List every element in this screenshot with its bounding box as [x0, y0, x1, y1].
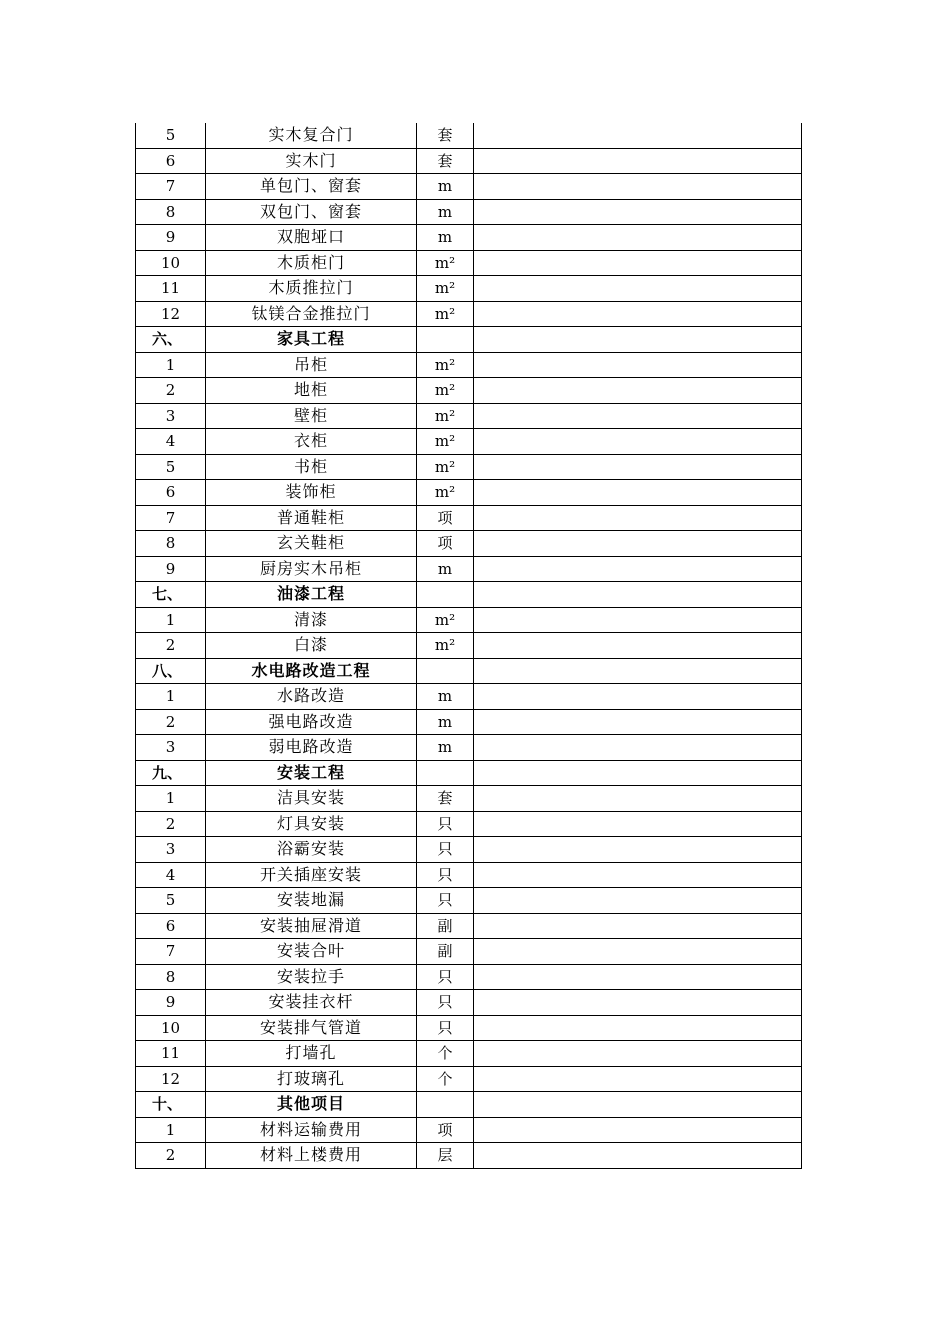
item-number-cell: 3 [136, 837, 206, 863]
item-remark-cell [474, 760, 802, 786]
section-row [136, 760, 802, 786]
item-remark-cell [474, 531, 802, 557]
item-unit-cell: m [417, 735, 474, 761]
item-number-cell: 1 [136, 352, 206, 378]
item-unit-cell: 项 [417, 505, 474, 531]
item-unit-cell [417, 1092, 474, 1118]
table-row [136, 990, 802, 1016]
table-row [136, 913, 802, 939]
item-number-cell: 6 [136, 480, 206, 506]
item-unit-cell: m [417, 556, 474, 582]
item-remark-cell [474, 199, 802, 225]
item-name-cell: 其他项目 [206, 1092, 417, 1118]
item-number-cell: 5 [136, 454, 206, 480]
item-name-cell: 衣柜 [206, 429, 417, 455]
item-remark-cell [474, 505, 802, 531]
item-name-cell: 木质推拉门 [206, 276, 417, 302]
item-remark-cell [474, 607, 802, 633]
table-row [136, 301, 802, 327]
table-row [136, 403, 802, 429]
item-unit-cell: 层 [417, 1143, 474, 1169]
item-unit-cell: m² [417, 480, 474, 506]
item-name-cell: 材料运输费用 [206, 1117, 417, 1143]
item-name-cell: 壁柜 [206, 403, 417, 429]
item-number-cell: 8 [136, 199, 206, 225]
item-name-cell: 书柜 [206, 454, 417, 480]
table-row [136, 633, 802, 659]
item-number-cell: 2 [136, 811, 206, 837]
item-unit-cell: m² [417, 454, 474, 480]
item-number-cell: 9 [136, 990, 206, 1016]
item-name-cell: 水电路改造工程 [206, 658, 417, 684]
item-remark-cell [474, 352, 802, 378]
item-name-cell: 单包门、窗套 [206, 174, 417, 200]
item-unit-cell: 只 [417, 837, 474, 863]
item-name-cell: 浴霸安装 [206, 837, 417, 863]
table-row [136, 225, 802, 251]
item-number-cell: 4 [136, 862, 206, 888]
item-number-cell: 5 [136, 888, 206, 914]
item-number-cell: 6 [136, 148, 206, 174]
section-row [136, 327, 802, 353]
item-name-cell: 家具工程 [206, 327, 417, 353]
item-unit-cell [417, 760, 474, 786]
item-unit-cell: m² [417, 403, 474, 429]
section-row [136, 658, 802, 684]
item-remark-cell [474, 633, 802, 659]
item-remark-cell [474, 250, 802, 276]
item-name-cell: 材料上楼费用 [206, 1143, 417, 1169]
item-unit-cell: m [417, 199, 474, 225]
item-name-cell: 洁具安装 [206, 786, 417, 812]
table-row [136, 250, 802, 276]
table-row [136, 786, 802, 812]
item-remark-cell [474, 1117, 802, 1143]
item-remark-cell [474, 454, 802, 480]
table-row [136, 1041, 802, 1067]
table-row [136, 1066, 802, 1092]
table-row [136, 352, 802, 378]
item-unit-cell: m [417, 174, 474, 200]
item-name-cell: 水路改造 [206, 684, 417, 710]
item-number-cell: 11 [136, 1041, 206, 1067]
item-remark-cell [474, 913, 802, 939]
section-row [136, 1092, 802, 1118]
item-remark-cell [474, 378, 802, 404]
item-number-cell: 3 [136, 403, 206, 429]
item-remark-cell [474, 148, 802, 174]
item-number-cell: 九、 [136, 760, 206, 786]
item-number-cell: 2 [136, 1143, 206, 1169]
item-name-cell: 打墙孔 [206, 1041, 417, 1067]
item-number-cell: 2 [136, 709, 206, 735]
table-row [136, 862, 802, 888]
item-remark-cell [474, 939, 802, 965]
item-unit-cell: 副 [417, 939, 474, 965]
item-name-cell: 白漆 [206, 633, 417, 659]
item-name-cell: 打玻璃孔 [206, 1066, 417, 1092]
item-unit-cell: 只 [417, 964, 474, 990]
table-row [136, 1117, 802, 1143]
table-row [136, 684, 802, 710]
item-number-cell: 3 [136, 735, 206, 761]
item-remark-cell [474, 837, 802, 863]
item-unit-cell: 个 [417, 1041, 474, 1067]
item-name-cell: 安装拉手 [206, 964, 417, 990]
table-row [136, 607, 802, 633]
table-row [136, 709, 802, 735]
table-row [136, 1015, 802, 1041]
item-remark-cell [474, 225, 802, 251]
item-unit-cell: m [417, 684, 474, 710]
item-number-cell: 7 [136, 939, 206, 965]
item-name-cell: 安装地漏 [206, 888, 417, 914]
item-number-cell: 11 [136, 276, 206, 302]
item-number-cell: 12 [136, 1066, 206, 1092]
item-remark-cell [474, 709, 802, 735]
item-name-cell: 安装挂衣杆 [206, 990, 417, 1016]
item-name-cell: 普通鞋柜 [206, 505, 417, 531]
table-row [136, 505, 802, 531]
item-remark-cell [474, 888, 802, 914]
item-number-cell: 8 [136, 531, 206, 557]
item-name-cell: 实木门 [206, 148, 417, 174]
item-name-cell: 吊柜 [206, 352, 417, 378]
item-number-cell: 八、 [136, 658, 206, 684]
item-number-cell: 6 [136, 913, 206, 939]
item-unit-cell: 项 [417, 1117, 474, 1143]
item-number-cell: 8 [136, 964, 206, 990]
item-name-cell: 双包门、窗套 [206, 199, 417, 225]
item-unit-cell: m² [417, 352, 474, 378]
item-name-cell: 安装排气管道 [206, 1015, 417, 1041]
item-name-cell: 灯具安装 [206, 811, 417, 837]
table-row [136, 480, 802, 506]
item-name-cell: 清漆 [206, 607, 417, 633]
item-unit-cell: 套 [417, 123, 474, 148]
item-name-cell: 钛镁合金推拉门 [206, 301, 417, 327]
item-remark-cell [474, 582, 802, 608]
item-number-cell: 9 [136, 556, 206, 582]
item-remark-cell [474, 1015, 802, 1041]
table-row [136, 1143, 802, 1169]
table-row [136, 531, 802, 557]
item-name-cell: 木质柜门 [206, 250, 417, 276]
table-row [136, 378, 802, 404]
item-number-cell: 2 [136, 633, 206, 659]
table-row [136, 454, 802, 480]
item-remark-cell [474, 556, 802, 582]
table-row [136, 939, 802, 965]
item-unit-cell [417, 658, 474, 684]
item-remark-cell [474, 1041, 802, 1067]
item-name-cell: 开关插座安装 [206, 862, 417, 888]
table-body [136, 123, 802, 1168]
item-name-cell: 油漆工程 [206, 582, 417, 608]
table-row [136, 276, 802, 302]
item-name-cell: 强电路改造 [206, 709, 417, 735]
item-remark-cell [474, 990, 802, 1016]
item-number-cell: 7 [136, 174, 206, 200]
item-unit-cell: m² [417, 276, 474, 302]
table-row [136, 735, 802, 761]
item-remark-cell [474, 684, 802, 710]
item-remark-cell [474, 786, 802, 812]
item-unit-cell: 套 [417, 786, 474, 812]
item-remark-cell [474, 480, 802, 506]
item-unit-cell: 只 [417, 990, 474, 1016]
item-remark-cell [474, 123, 802, 148]
item-name-cell: 地柜 [206, 378, 417, 404]
item-remark-cell [474, 301, 802, 327]
item-number-cell: 9 [136, 225, 206, 251]
item-number-cell: 10 [136, 1015, 206, 1041]
item-number-cell: 2 [136, 378, 206, 404]
item-number-cell: 4 [136, 429, 206, 455]
table-row [136, 811, 802, 837]
item-remark-cell [474, 174, 802, 200]
item-unit-cell: m [417, 709, 474, 735]
item-number-cell: 7 [136, 505, 206, 531]
item-number-cell: 六、 [136, 327, 206, 353]
item-name-cell: 厨房实木吊柜 [206, 556, 417, 582]
item-remark-cell [474, 964, 802, 990]
item-name-cell: 玄关鞋柜 [206, 531, 417, 557]
quote-table [135, 123, 802, 1169]
item-number-cell: 1 [136, 786, 206, 812]
table-row [136, 148, 802, 174]
item-remark-cell [474, 1092, 802, 1118]
item-unit-cell: m [417, 225, 474, 251]
item-remark-cell [474, 811, 802, 837]
item-unit-cell: m² [417, 378, 474, 404]
table-row [136, 888, 802, 914]
item-unit-cell: 套 [417, 148, 474, 174]
item-number-cell: 1 [136, 607, 206, 633]
item-unit-cell: 只 [417, 862, 474, 888]
item-number-cell: 10 [136, 250, 206, 276]
item-remark-cell [474, 327, 802, 353]
table-row [136, 199, 802, 225]
item-remark-cell [474, 735, 802, 761]
item-name-cell: 安装合叶 [206, 939, 417, 965]
item-unit-cell: m² [417, 301, 474, 327]
item-unit-cell [417, 582, 474, 608]
item-remark-cell [474, 403, 802, 429]
item-number-cell: 七、 [136, 582, 206, 608]
item-name-cell: 装饰柜 [206, 480, 417, 506]
item-remark-cell [474, 862, 802, 888]
item-name-cell: 实木复合门 [206, 123, 417, 148]
item-unit-cell: 项 [417, 531, 474, 557]
item-name-cell: 弱电路改造 [206, 735, 417, 761]
table-row [136, 964, 802, 990]
item-name-cell: 安装抽屉滑道 [206, 913, 417, 939]
table-row [136, 429, 802, 455]
item-number-cell: 5 [136, 123, 206, 148]
item-name-cell: 安装工程 [206, 760, 417, 786]
table-row [136, 556, 802, 582]
item-name-cell: 双胞垭口 [206, 225, 417, 251]
item-remark-cell [474, 429, 802, 455]
item-number-cell: 12 [136, 301, 206, 327]
item-unit-cell: 只 [417, 811, 474, 837]
item-unit-cell: m² [417, 429, 474, 455]
item-unit-cell: 个 [417, 1066, 474, 1092]
item-remark-cell [474, 658, 802, 684]
item-remark-cell [474, 1066, 802, 1092]
item-number-cell: 1 [136, 1117, 206, 1143]
table-row [136, 837, 802, 863]
item-unit-cell: m² [417, 250, 474, 276]
item-unit-cell: 只 [417, 1015, 474, 1041]
section-row [136, 582, 802, 608]
item-unit-cell: 只 [417, 888, 474, 914]
item-unit-cell [417, 327, 474, 353]
item-number-cell: 1 [136, 684, 206, 710]
item-unit-cell: m² [417, 607, 474, 633]
table-row [136, 174, 802, 200]
item-remark-cell [474, 276, 802, 302]
item-unit-cell: 副 [417, 913, 474, 939]
item-remark-cell [474, 1143, 802, 1169]
item-unit-cell: m² [417, 633, 474, 659]
item-number-cell: 十、 [136, 1092, 206, 1118]
table-row [136, 123, 802, 148]
